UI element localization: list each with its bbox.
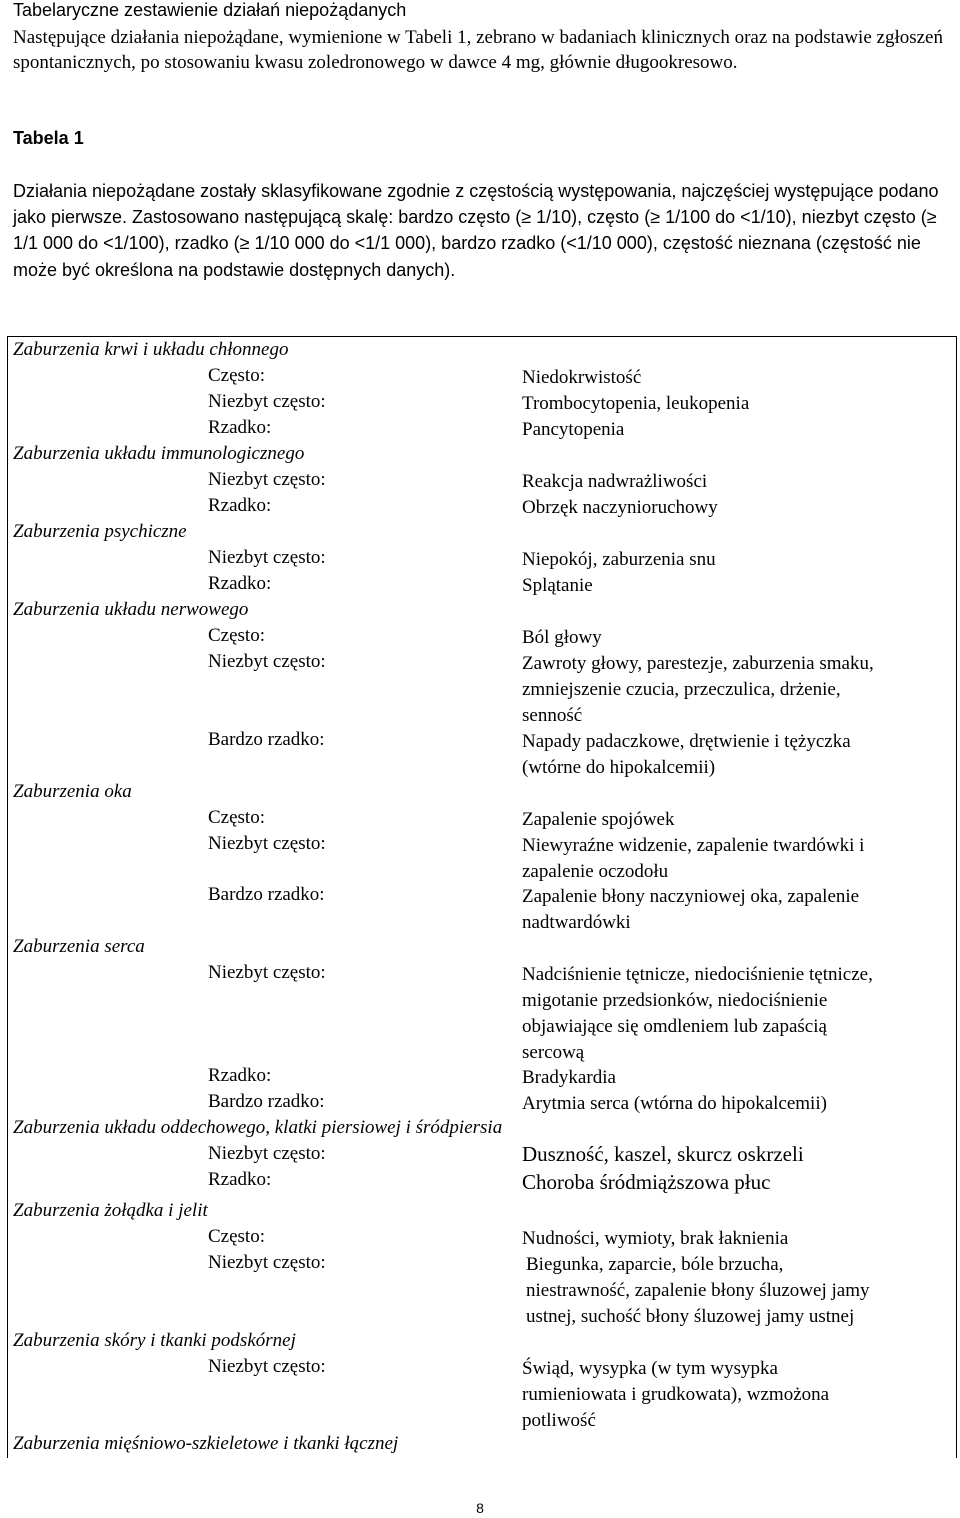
frequency-label: Rzadko: bbox=[208, 495, 272, 516]
frequency-label: Niezbyt często: bbox=[208, 962, 326, 983]
frequency-label: Niezbyt często: bbox=[208, 469, 326, 490]
frequency-label: Rzadko: bbox=[208, 573, 272, 594]
reaction-text: Nudności, wymioty, brak łaknienia bbox=[522, 1228, 789, 1249]
reaction-text: Bradykardia bbox=[522, 1067, 616, 1088]
frequency-label: Bardzo rzadko: bbox=[208, 884, 325, 905]
reaction-text: Obrzęk naczynioruchowy bbox=[522, 497, 718, 518]
reaction-text: Biegunka, zaparcie, bóle brzucha, niestrawność, zapalenie błony śluzowej jamy ustnej, suchość błony śluzowej jamy ustnej bbox=[526, 1254, 870, 1327]
reaction-text: Niewyraźne widzenie, zapalenie twardówki i zapalenie oczodołu bbox=[522, 835, 865, 882]
reaction-text: Zapalenie błony naczyniowej oka, zapalenie nadtwardówki bbox=[522, 886, 860, 933]
reaction-text: Niedokrwistość bbox=[522, 367, 642, 388]
frequency-label: Niezbyt często: bbox=[208, 833, 326, 854]
reaction-text: Splątanie bbox=[522, 575, 593, 596]
soc-title: Zaburzenia żołądka i jelit bbox=[13, 1200, 208, 1221]
frequency-label: Bardzo rzadko: bbox=[208, 729, 325, 750]
frequency-label: Często: bbox=[208, 807, 265, 828]
frequency-classification-paragraph: Działania niepożądane zostały sklasyfikowane zgodnie z częstością występowania, najczęściej występujące podano jako pierwsze. Zastosowano następującą skalę: bardzo często (≥ 1/10), często (≥ 1/100 do <1/10), niezbyt często (≥ 1/1 000 do <1/100), rzadko (≥ 1/10 000 do <1/1 000), bardzo rzadko (<1/10 000), częstość nieznana (częstość nie może być określona na podstawie dostępnych danych). bbox=[13, 181, 939, 280]
soc-title: Zaburzenia serca bbox=[13, 936, 145, 957]
table-label: Tabela 1 bbox=[13, 128, 84, 148]
soc-title: Zaburzenia układu nerwowego bbox=[13, 599, 249, 620]
reaction-text: Zapalenie spojówek bbox=[522, 809, 675, 830]
reaction-text: Ból głowy bbox=[522, 627, 602, 648]
reaction-text: Nadciśnienie tętnicze, niedociśnienie tętnicze, migotanie przedsionków, niedociśnienie objawiające się omdleniem lub zapaścią sercową bbox=[522, 964, 873, 1063]
soc-title: Zaburzenia oka bbox=[13, 781, 132, 802]
frequency-label: Niezbyt często: bbox=[208, 1143, 326, 1164]
reaction-text: Niepokój, zaburzenia snu bbox=[522, 549, 716, 570]
reaction-text: Pancytopenia bbox=[522, 419, 625, 440]
frequency-label: Niezbyt często: bbox=[208, 1252, 326, 1273]
frequency-label: Niezbyt często: bbox=[208, 651, 326, 672]
section-heading: Tabelaryczne zestawienie działań niepożądanych bbox=[13, 0, 407, 20]
frequency-label: Często: bbox=[208, 1226, 265, 1247]
frequency-label: Często: bbox=[208, 625, 265, 646]
frequency-label: Niezbyt często: bbox=[208, 391, 326, 412]
frequency-label: Rzadko: bbox=[208, 1169, 272, 1190]
reaction-text: Napady padaczkowe, drętwienie i tężyczka (wtórne do hipokalcemii) bbox=[522, 731, 851, 778]
reaction-text: Zawroty głowy, parestezje, zaburzenia smaku, zmniejszenie czucia, przeczulica, drżenie, senność bbox=[522, 653, 874, 726]
soc-title: Zaburzenia skóry i tkanki podskórnej bbox=[13, 1330, 296, 1351]
soc-title: Zaburzenia mięśniowo-szkieletowe i tkanki łącznej bbox=[13, 1433, 399, 1454]
reaction-text: Świąd, wysypka (w tym wysypka rumieniowata i grudkowata), wzmożona potliwość bbox=[522, 1358, 830, 1431]
frequency-label: Niezbyt często: bbox=[208, 547, 326, 568]
soc-title: Zaburzenia układu immunologicznego bbox=[13, 443, 305, 464]
frequency-label: Niezbyt często: bbox=[208, 1356, 326, 1377]
soc-title: Zaburzenia układu oddechowego, klatki piersiowej i śródpiersia bbox=[13, 1117, 503, 1138]
reaction-text: Duszność, kaszel, skurcz oskrzeli bbox=[522, 1142, 804, 1166]
frequency-label: Bardzo rzadko: bbox=[208, 1091, 325, 1112]
intro-paragraph: Następujące działania niepożądane, wymienione w Tabeli 1, zebrano w badaniach klinicznych oraz na podstawie zgłoszeń spontanicznych, po stosowaniu kwasu zoledronowego w dawce 4 mg, głównie długookresowo. bbox=[13, 27, 943, 73]
frequency-label: Rzadko: bbox=[208, 417, 272, 438]
reaction-text: Arytmia serca (wtórna do hipokalcemii) bbox=[522, 1093, 827, 1114]
reaction-text: Trombocytopenia, leukopenia bbox=[522, 393, 750, 414]
soc-title: Zaburzenia krwi i układu chłonnego bbox=[13, 339, 289, 360]
page-number: 8 bbox=[476, 1500, 484, 1516]
soc-title: Zaburzenia psychiczne bbox=[13, 521, 187, 542]
reaction-text: Reakcja nadwrażliwości bbox=[522, 471, 708, 492]
frequency-label: Często: bbox=[208, 365, 265, 386]
reaction-text: Choroba śródmiąższowa płuc bbox=[522, 1170, 771, 1194]
frequency-label: Rzadko: bbox=[208, 1065, 272, 1086]
